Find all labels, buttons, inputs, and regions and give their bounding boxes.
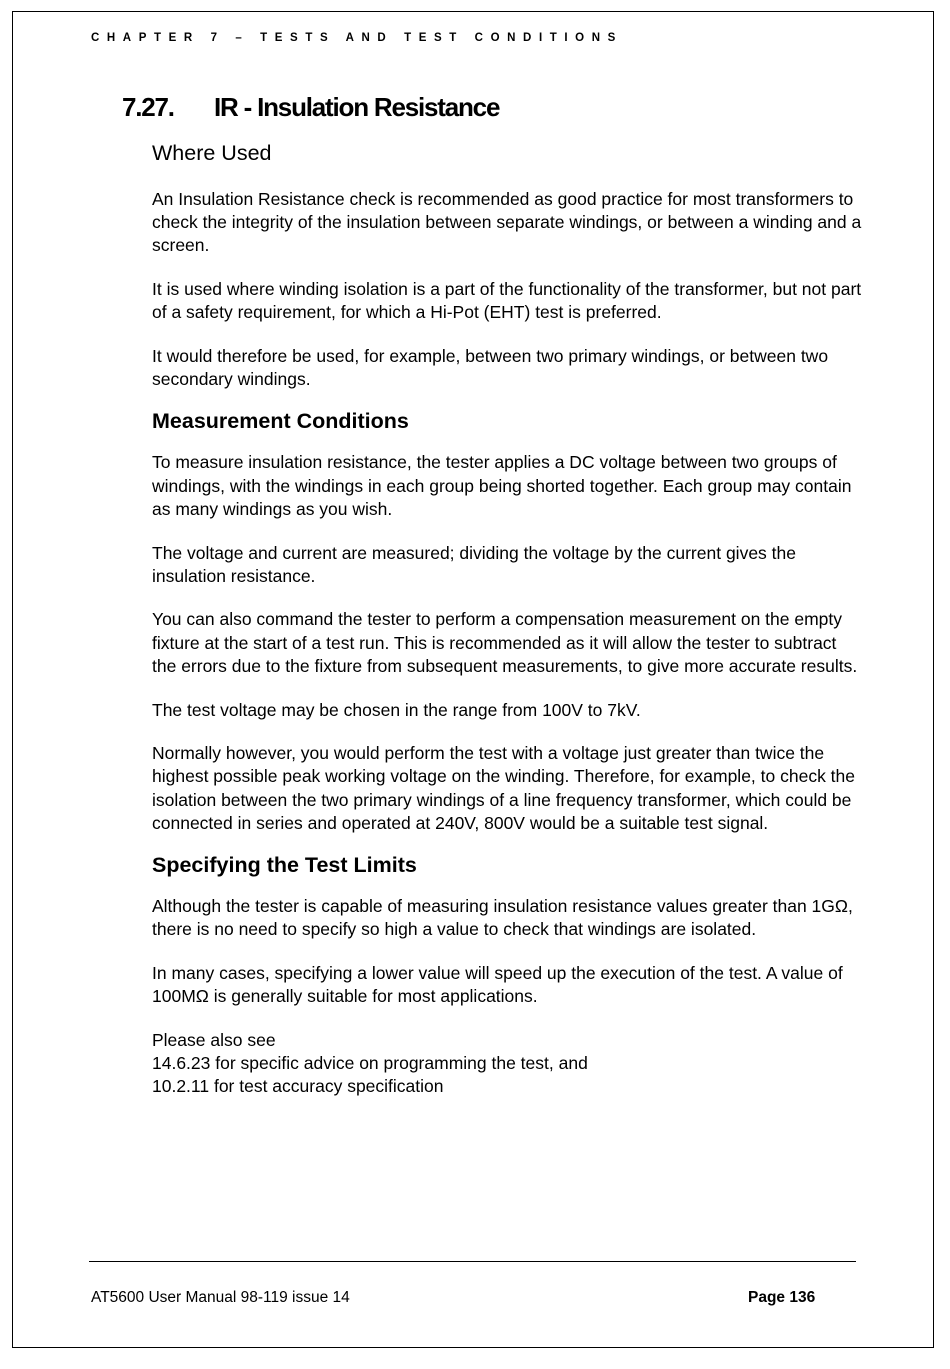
paragraph: It is used where winding isolation is a part of the functionality of the transformer, but not part of a safety requirement, for which a Hi-Pot (EHT) test is preferred. [152, 279, 862, 323]
paragraph: To measure insulation resistance, the tester applies a DC voltage between two groups of windings, with the windings in each group being shorted together. Each group may contain as many windings as you wish. [152, 452, 852, 519]
section-title-text: IR - Insulation Resistance [214, 92, 500, 122]
paragraph: The voltage and current are measured; dividing the voltage by the current gives the insulation resistance. [152, 542, 796, 586]
see-also-intro: Please also see [152, 1029, 276, 1050]
paragraph: Normally however, you would perform the test with a voltage just greater than twice the highest possible peak working voltage on the winding. Therefore, for example, to check the isolation between the two primary windings of a line frequency transformer, which could be connected in series and operated at 240V, 800V would be a suitable test signal. [152, 743, 856, 833]
paragraph: An Insulation Resistance check is recommended as good practice for most transformers to check the integrity of the insulation between separate windings, or between a winding and a screen. [152, 189, 862, 256]
paragraph: The test voltage may be chosen in the range from 100V to 7kV. [152, 699, 641, 720]
see-also [152, 1029, 862, 1099]
paragraph: It would therefore be used, for example, between two primary windings, or between two secondary windings. [152, 346, 829, 390]
section-title [122, 92, 499, 123]
paragraph: In many cases, specifying a lower value will speed up the execution of the test. A value of 100MΩ is generally suitable for most applications. [152, 962, 843, 1007]
heading-where-used: Where Used [152, 141, 272, 165]
footer-manual-title: AT5600 User Manual 98-119 issue 14 [91, 1289, 350, 1306]
see-also-reference: 14.6.23 for specific advice on programming the test, and [152, 1053, 588, 1074]
see-also-reference: 10.2.11 for test accuracy specification [152, 1076, 444, 1097]
running-header: CHAPTER 7 – TESTS AND TEST CONDITIONS [91, 32, 623, 44]
paragraph: Although the tester is capable of measuring insulation resistance values greater than 1GΩ, there is no need to specify so high a value to check that windings are isolated. [152, 896, 853, 940]
section-number: 7.27. [122, 92, 174, 122]
footer-rule [89, 1261, 856, 1262]
footer-page-number: Page 136 [748, 1289, 816, 1306]
heading-measurement-conditions: Measurement Conditions [152, 409, 409, 434]
section-body [152, 138, 862, 1098]
paragraph: You can also command the tester to perform a compensation measurement on the empty fixture at the start of a test run. This is recommended as it will allow the tester to subtract the errors due to the fixture from subsequent measurements, to give more accurate results. [152, 609, 858, 676]
heading-specifying-test-limits: Specifying the Test Limits [152, 853, 417, 878]
